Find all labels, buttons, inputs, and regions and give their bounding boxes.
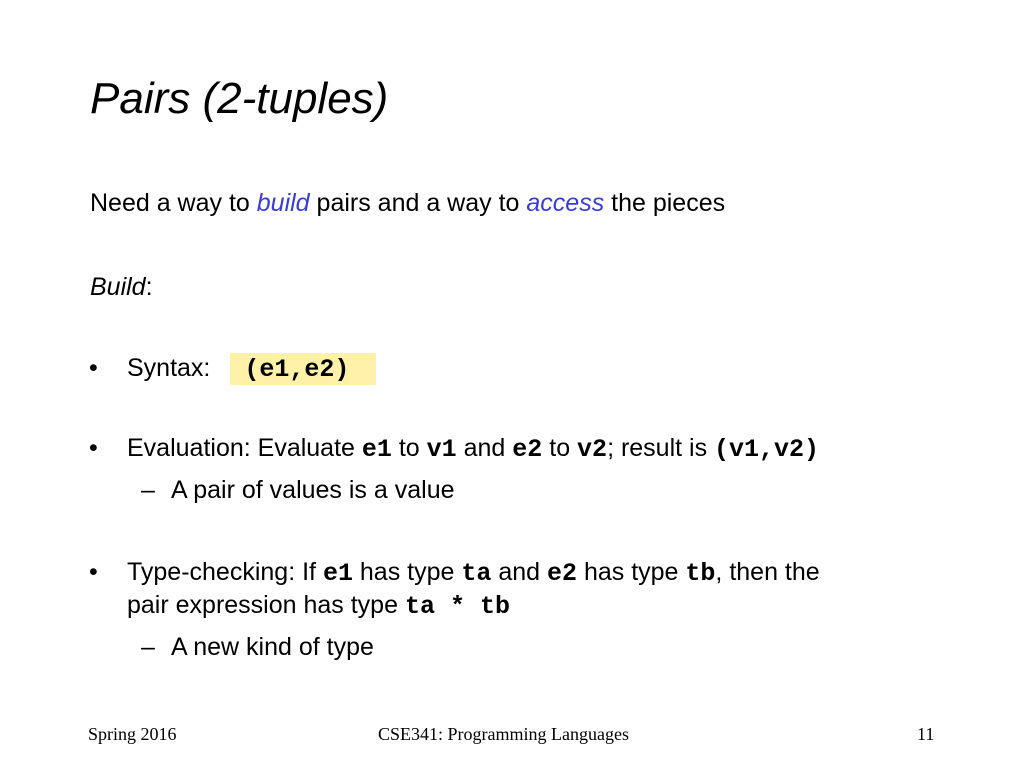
intro-line xyxy=(90,188,725,218)
eval-code-e1: e1 xyxy=(361,435,392,464)
tc-text-5: , then the xyxy=(715,558,820,586)
eval-text-5: ; result is xyxy=(607,434,715,462)
eval-text-4: to xyxy=(542,434,578,462)
tc-text-3: and xyxy=(491,558,547,586)
eval-code-v2: v2 xyxy=(577,435,608,464)
footer-page-number: 11 xyxy=(917,724,935,744)
intro-emphasis-build: build xyxy=(256,189,310,217)
build-heading xyxy=(90,272,153,302)
eval-code-result: (v1,v2) xyxy=(714,435,820,464)
tc-code-ta: ta xyxy=(461,559,492,588)
bullet-marker: • xyxy=(89,354,98,382)
bullet-marker: • xyxy=(89,434,98,462)
syntax-label: Syntax: xyxy=(127,354,211,382)
tc-text-2: has type xyxy=(352,558,462,586)
dash-marker: – xyxy=(141,476,155,504)
tc-line2-text: pair expression has type xyxy=(127,591,405,619)
tc-code-e1: e1 xyxy=(322,559,353,588)
tc-line2-code: ta * tb xyxy=(404,592,510,621)
tc-subitem-text: A new kind of type xyxy=(171,633,374,661)
slide-title: Pairs (2-tuples) xyxy=(90,74,389,123)
eval-subitem-text: A pair of values is a value xyxy=(171,476,455,504)
tc-text-4: has type xyxy=(577,558,686,586)
intro-text-1: Need a way to xyxy=(90,189,257,217)
footer-course: CSE341: Programming Languages xyxy=(378,724,629,744)
intro-text-3: the pieces xyxy=(604,189,726,217)
evaluation-subitem xyxy=(141,475,455,505)
build-heading-word: Build xyxy=(90,273,146,301)
build-heading-colon: : xyxy=(145,273,153,301)
tc-text-1: Type-checking: If xyxy=(127,558,323,586)
eval-text-3: and xyxy=(456,434,513,462)
typecheck-subitem xyxy=(141,632,374,662)
bullet-marker: • xyxy=(89,558,98,586)
dash-marker: – xyxy=(141,633,155,661)
eval-code-e2: e2 xyxy=(512,435,543,464)
syntax-bullet xyxy=(89,353,376,385)
tc-code-tb: tb xyxy=(685,559,716,588)
intro-text-2: pairs and a way to xyxy=(309,189,527,217)
footer-date: Spring 2016 xyxy=(88,724,177,744)
syntax-code-highlight: (e1,e2) xyxy=(230,353,376,385)
typecheck-line-2 xyxy=(127,590,510,622)
evaluation-bullet xyxy=(89,433,820,465)
eval-text-2: to xyxy=(391,434,427,462)
eval-text-1: Evaluation: Evaluate xyxy=(127,434,362,462)
eval-code-v1: v1 xyxy=(426,435,457,464)
tc-code-e2: e2 xyxy=(546,559,577,588)
intro-emphasis-access: access xyxy=(526,189,605,217)
typecheck-bullet xyxy=(89,557,820,589)
